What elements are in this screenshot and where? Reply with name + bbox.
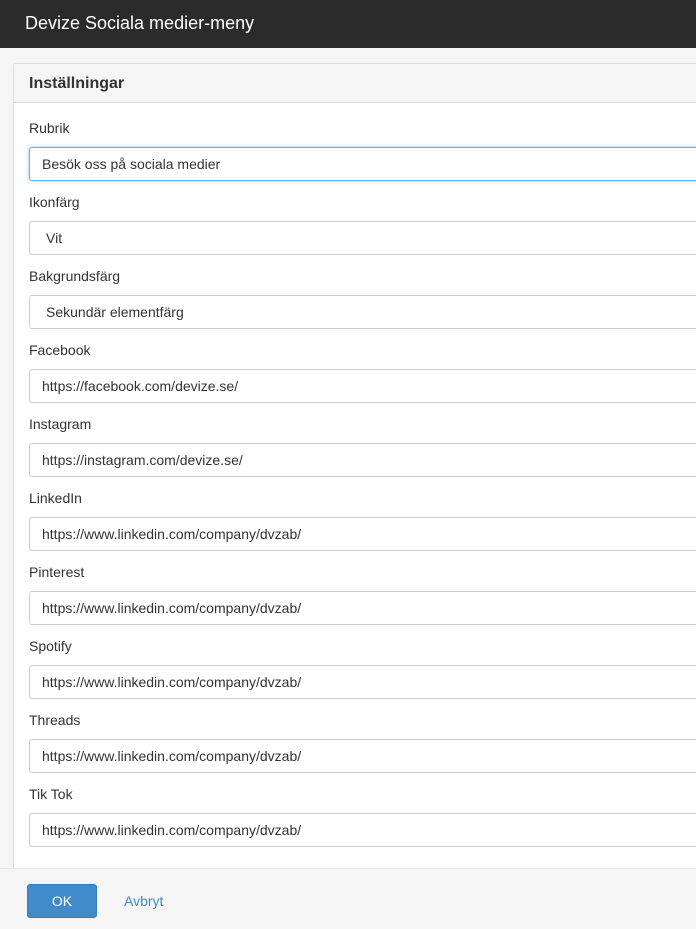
linkedin-label: LinkedIn <box>29 490 82 506</box>
settings-panel <box>13 63 696 868</box>
field-threads <box>29 710 696 730</box>
rubrik-label: Rubrik <box>29 120 70 136</box>
tiktok-input[interactable] <box>29 813 696 847</box>
field-facebook <box>29 340 696 360</box>
field-linkedin <box>29 488 696 508</box>
facebook-input[interactable] <box>29 369 696 403</box>
facebook-label: Facebook <box>29 342 91 358</box>
instagram-label: Instagram <box>29 416 92 432</box>
bakgrundsfarg-select[interactable]: Sekundär elementfärg <box>29 295 696 329</box>
linkedin-input[interactable] <box>29 517 696 551</box>
spotify-label: Spotify <box>29 638 72 654</box>
cancel-link[interactable]: Avbryt <box>124 893 164 909</box>
window-title: Devize Sociala medier-meny <box>0 0 696 48</box>
tiktok-label: Tik Tok <box>29 786 73 802</box>
threads-input[interactable] <box>29 739 696 773</box>
bakgrundsfarg-label: Bakgrundsfärg <box>29 268 121 284</box>
pinterest-label: Pinterest <box>29 564 85 580</box>
panel-heading: Inställningar <box>14 64 696 103</box>
dialog-content <box>0 48 696 868</box>
threads-label: Threads <box>29 712 81 728</box>
field-tiktok <box>29 784 696 804</box>
field-bakgrundsfarg <box>29 266 696 320</box>
field-instagram <box>29 414 696 434</box>
field-rubrik <box>29 118 696 138</box>
ikonfarg-label: Ikonfärg <box>29 194 80 210</box>
pinterest-input[interactable] <box>29 591 696 625</box>
field-pinterest <box>29 562 696 582</box>
spotify-input[interactable] <box>29 665 696 699</box>
field-ikonfarg <box>29 192 696 246</box>
ikonfarg-select[interactable]: Vit <box>29 221 696 255</box>
field-spotify <box>29 636 696 656</box>
instagram-input[interactable] <box>29 443 696 477</box>
ok-button[interactable]: OK <box>27 884 97 918</box>
rubrik-input[interactable] <box>29 147 696 181</box>
dialog-footer <box>0 868 696 929</box>
